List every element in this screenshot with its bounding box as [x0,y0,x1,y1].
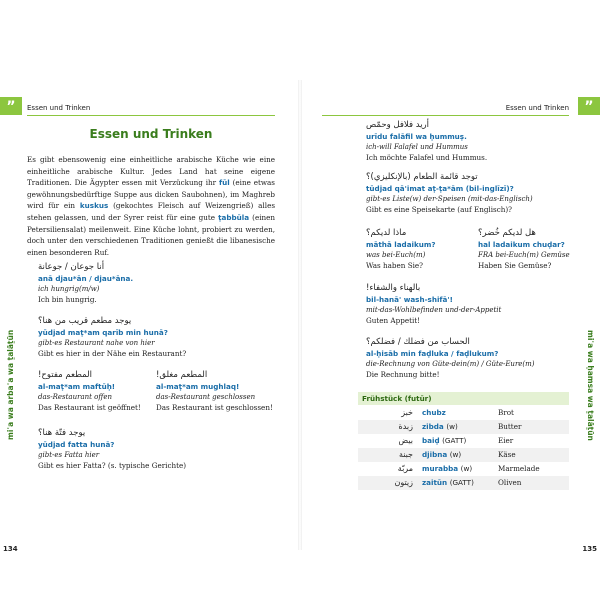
table-row: خبز chubz Brot [401,408,514,417]
phrase-block: الحساب من فضلك / فضلكم؟ al-ḥisāb min faḍluka / faḍlukum? die-Rechnung von Güte-dein(m) / Güte-Eure(m) Die Rechnung bitte! [366,337,535,379]
intro-paragraph: Es gibt ebensowenig eine einheitliche arabische Küche wie eine einheitliche arabische Kultur. Jedes Land hat seine eigene Traditionen. Die Ägypter essen mit Verzückung ihr fūl (eine etwas gewöhnungsbedürftige Suppe aus dicken Saubohnen), im Maghreb wird für ein kuskus (gekochtes Fleisch auf Weizengrieß) alles stehen gelassen, und der Syrer reist für eine gute ṭabbūla (einen Petersiliensalat) meilenweit. Eine Küche lohnt, probiert zu werden, doch unter den verschiedenen Traditionen genießt die libanesische einen besonderen Ruf. [27,155,276,257]
phrase-block: هل لديكم خُضر؟ hal ladaikum chuḍar? FRA bei-Euch(m) Gemüse Haben Sie Gemüse? [478,228,570,270]
term-tabbula: ṭabbūla [218,212,250,222]
quote-icon: ” [0,97,22,115]
vocab-table-title: Frühstück (futūr) [358,392,569,405]
phrase-block: المطعم مغلق! al-maṭ*am mughlaq! das-Restaurant geschlossen Das Restaurant ist geschlossen! [156,370,273,412]
phrase-block: أنا جوعان / جوعانة anā djau*ān / djau*āna. ich hungrig(m/w) Ich bin hungrig. [38,262,134,304]
chapter-title: Essen und Trinken [89,127,213,141]
table-row: زيتون zaitūn (GATT) Oliven [358,476,569,490]
table-row: بيض baiḍ (GATT) Eier [398,436,514,445]
term-kuskus: kuskus [79,201,109,211]
phrase-block: بالهناء والشفاء! bil-hanā' wash-shifā'! mit-das-Wohlbefinden und-der-Appetit Guten Appetit! [366,283,502,325]
table-row: مربّة murabba (w) Marmelade [397,464,540,473]
term-ful: fūl [219,178,230,188]
phrase-block: ماذا لديكم؟ māthā ladaikum? was bei-Euch(m) Was haben Sie? [366,228,436,270]
running-header: Essen und Trinken [322,101,569,116]
phrase-block: المطعم مفتوح! al-maṭ*am maftūḥ! das-Restaurant offen Das Restaurant ist geöffnet! [38,370,141,412]
phrase-block: يوجد فتّة هنا؟ yūdjad fatta hunā? gibt-es Fatta hier Gibt es hier Fatta? (s. typische Gerichte) [38,428,187,470]
quote-icon: ” [578,97,600,115]
phrase-block: أريد فلافل وحمّص urīdu falāfil wa ḥummuṣ. ich-will Falafel und Hummus Ich möchte Falafel und Hummus. [366,120,488,162]
phrase-block: يوجد مطعم قريب من هنا؟ yūdjad maṭ*am qarīb min hunā? gibt-es Restaurant nahe von hier Gibt es hier in der Nähe ein Restaurant? [38,316,187,358]
phrase-block: توجد قائمة الطعام (بالإنكليزي)؟ tūdjad qā'imat aṭ-ṭa*ām (bil-inglīzī)? gibt-es Liste(w) der-Speisen (mit-das-Englisch) Gibt es eine Speisekarte (auf Englisch)? [366,172,533,214]
table-row: زبدة zibda (w) Butter [358,420,569,434]
side-label: miʿa wa arbaʿa wa ṯalāṯūn [6,329,15,440]
side-strip [578,116,600,542]
side-label: miʿa wa ḫamsa wa ṯalāṯūn [586,330,595,441]
page-number: 135 [582,545,597,553]
table-row: جبنة djibna (w) Käse [358,448,569,462]
running-header: Essen und Trinken [27,101,275,116]
page-number: 134 [3,545,18,553]
